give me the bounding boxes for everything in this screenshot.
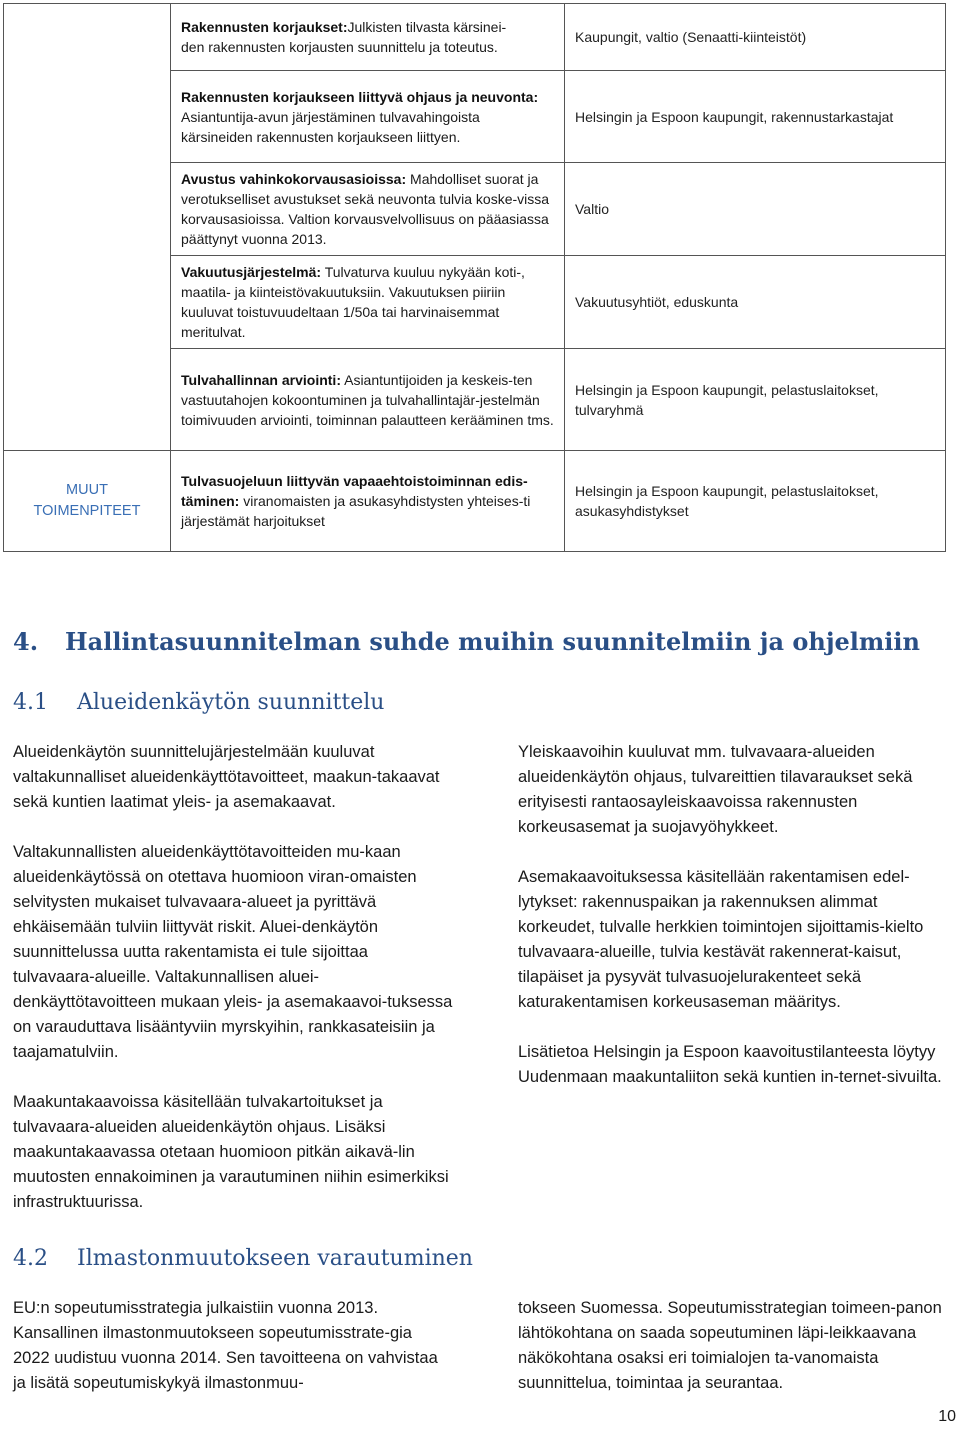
category-cell: [4, 451, 171, 552]
section-42-left-column: [13, 1296, 453, 1421]
responsible-cell: [565, 163, 946, 256]
measure-title: Avustus vahinkokorvausasioissa:: [181, 171, 407, 187]
measure-title: Tulvasuojeluun liittyvän vapaaehtoistoiminnan edis-täminen:: [181, 473, 528, 509]
section-42-heading: [13, 1246, 473, 1271]
measure-text: Asiantuntija-avun järjestäminen tulvavahingoista kärsineiden rakennusten korjaukseen liittyen.: [181, 108, 480, 145]
measure-text: Tulvaturva kuuluu nykyään koti-, maatila- ja kiinteistövakuutuksiin. Vakuutuksen piiriin kuuluvat toistuvuudeltaan 1/50a tai harvinaisemmat meritulvat.: [181, 264, 525, 340]
responsible-text: Vakuutusyhtiöt, eduskunta: [575, 294, 739, 310]
paragraph: Yleiskaavoihin kuuluvat mm. tulvavaara-alueiden alueidenkäytön ohjaus, tulvareittien tilavaraukset sekä erityisesti rantaosayleiskaavoissa rakennusten korkeusasemat ja suojavyöhykkeet.: [518, 743, 913, 836]
responsible-cell: [565, 349, 946, 451]
table-row: [4, 451, 946, 552]
measure-cell: [171, 163, 565, 256]
responsible-text: Helsingin ja Espoon kaupungit, rakennustarkastajat: [575, 108, 894, 125]
category-cell: [4, 4, 171, 451]
table-row: [4, 4, 946, 71]
paragraph: Alueidenkäytön suunnittelujärjestelmään kuuluvat valtakunnalliset alueidenkäyttötavoitteet, maakun-takaavat sekä kuntien laatimat yleis- ja asemakaavat.: [13, 743, 440, 811]
measures-table: [3, 3, 946, 552]
measure-cell: [171, 71, 565, 163]
section-number: 4.2: [13, 1246, 48, 1271]
measure-text: viranomaisten ja asukasyhdistysten yhteises-ti järjestämät harjoitukset: [181, 493, 531, 529]
paragraph: Asemakaavoituksessa käsitellään rakentamisen edel-lytykset: rakennuspaikan ja rakennuksen alimmat korkeudet, tulvalle herkkien toimintojen sijoittamis-kielto tulvavaara-alueille, tulvia kestävät rakennerat-kaisut, tilapäiset ja pysyvät tulvasuojelurakenteet sekä katurakentamisen korkeusaseman määritys.: [518, 868, 924, 1011]
page-number: 10: [938, 1408, 956, 1425]
section-title: Ilmastonmuutokseen varautuminen: [77, 1246, 473, 1271]
responsible-cell: [565, 4, 946, 71]
section-4-heading: [13, 627, 920, 656]
category-label: MUUT TOIMENPITEET: [33, 482, 141, 519]
measure-cell: [171, 4, 565, 71]
section-42-right-column: [518, 1296, 950, 1421]
section-title: Alueidenkäytön suunnittelu: [77, 690, 385, 715]
paragraph: Maakuntakaavoissa käsitellään tulvakartoitukset ja tulvavaara-alueiden alueidenkäytön ohjaus. Lisäksi maakuntakaavassa otetaan huomioon pitkän aikavä-lin muutosten ennakoiminen ja varautuminen niihin esimerkiksi infrastruktuurissa.: [13, 1093, 449, 1211]
measure-text-line2: den rakennusten korjausten suunnittelu ja toteutus.: [181, 39, 498, 55]
paragraph: EU:n sopeutumisstrategia julkaistiin vuonna 2013. Kansallinen ilmastonmuutokseen sopeutumisstrate-gia 2022 uudistuu vuonna 2014. Sen tavoitteena on vahvistaa ja lisätä sopeutumiskykyä ilmastonmuu-: [13, 1299, 438, 1392]
section-number: 4.1: [13, 690, 48, 715]
responsible-cell: [565, 256, 946, 349]
measure-cell: [171, 256, 565, 349]
paragraph: Valtakunnallisten alueidenkäyttötavoitteiden mu-kaan alueidenkäytössä on otettava huomioon viran-omaisten selvitysten mukaiset tulvavaara-alueet ja pyrittävä ehkäisemään tulviin liittyvät riskit. Aluei-denkäytön suunnittelussa uutta rakentamista ei tule sijoittaa tulvavaara-alueille. Valtakunnallisen aluei-denkäyttötavoitteen mukaan yleis- ja asemakaavoi-tuksessa on varauduttava lisääntyviin myrskyihin, rankkasateisiin ja taajamatulviin.: [13, 843, 453, 1061]
section-number: 4.: [13, 627, 39, 656]
measure-text: Asiantuntijoiden ja keskeis-ten vastuutahojen kokoontuminen ja tulvahallintajär-jestelmän toimivuuden arviointi, toiminnan palautteen kerääminen tms.: [181, 371, 554, 428]
section-title: Hallintasuunnitelman suhde muihin suunnitelmiin ja ohjelmiin: [65, 627, 920, 656]
section-41-right-column: [518, 740, 950, 1115]
responsible-text: Helsingin ja Espoon kaupungit, pelastuslaitokset, asukasyhdistykset: [575, 483, 879, 519]
responsible-text: Helsingin ja Espoon kaupungit, pelastuslaitokset, tulvaryhmä: [575, 381, 879, 418]
section-41-heading: [13, 690, 384, 715]
measure-cell: [171, 349, 565, 451]
paragraph: Lisätietoa Helsingin ja Espoon kaavoitustilanteesta löytyy Uudenmaan maakuntaliiton sekä kuntien in-ternet-sivuilta.: [518, 1043, 942, 1086]
responsible-text: Kaupungit, valtio (Senaatti-kiinteistöt): [575, 29, 807, 45]
paragraph: tokseen Suomessa. Sopeutumisstrategian toimeen-panon lähtökohtana on saada sopeutuminen läpi-leikkaavana näkökohtana osaksi eri toimialojen ta-vanomaista suunnittelua, toimintaa ja seurantaa.: [518, 1299, 942, 1392]
measure-title: Vakuutusjärjestelmä:: [181, 264, 322, 280]
measure-text: Mahdolliset suorat ja verotukselliset avustukset sekä neuvonta tulvia koske-vissa korvausasioissa. Valtion korvausvelvollisuus on pääasiassa päättynyt vuonna 2013.: [181, 171, 550, 247]
responsible-text: Valtio: [575, 201, 609, 217]
responsible-cell: [565, 71, 946, 163]
measure-title: Tulvahallinnan arviointi:: [181, 371, 341, 388]
section-41-left-column: [13, 740, 453, 1240]
measure-title: Rakennusten korjaukseen liittyvä ohjaus ja neuvonta:: [181, 88, 539, 105]
measure-cell: [171, 451, 565, 552]
measure-title: Rakennusten korjaukset:: [181, 19, 348, 35]
measure-text: Julkisten tilvasta kärsinei-: [347, 19, 507, 35]
responsible-cell: [565, 451, 946, 552]
